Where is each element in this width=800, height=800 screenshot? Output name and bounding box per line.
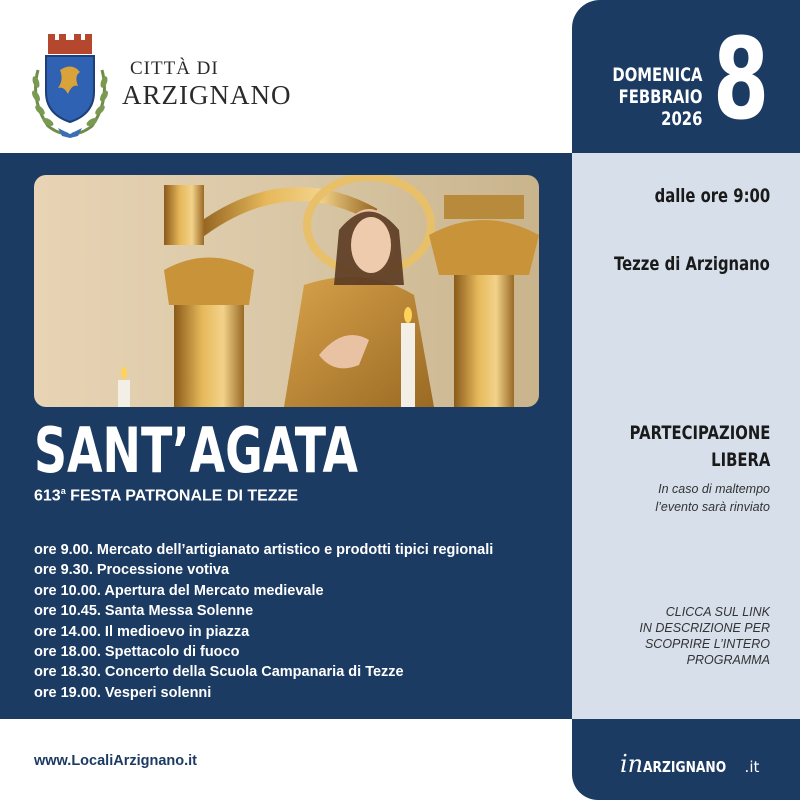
- city-name-small: CITTÀ DI: [130, 58, 219, 79]
- program-item: ore 14.00. Il medioevo in piazza: [34, 623, 250, 640]
- weather-note: [655, 480, 770, 516]
- date-words: [612, 64, 702, 130]
- brand-logo: [620, 750, 759, 778]
- link-note-line2: IN DESCRIZIONE PER: [639, 621, 770, 635]
- link-note-line3: SCOPRIRE L’INTERO: [644, 637, 770, 651]
- event-time: dalle ore 9:00: [654, 185, 770, 207]
- program-list: [34, 540, 493, 703]
- saint-statue-image: [34, 175, 539, 407]
- event-subtitle: [34, 486, 298, 505]
- subtitle-number: 613: [34, 487, 61, 505]
- program-item: ore 19.00. Vesperi solenni: [34, 684, 212, 701]
- weather-note-line1: In caso di maltempo: [658, 482, 770, 496]
- program-item: ore 18.00. Spettacolo di fuoco: [34, 644, 240, 661]
- program-item: ore 10.45. Santa Messa Solenne: [34, 603, 254, 620]
- participation-line2: LIBERA: [710, 449, 770, 471]
- date-year: 2026: [660, 108, 702, 130]
- link-note: [639, 604, 770, 668]
- brand-tld: .it: [744, 758, 760, 776]
- link-note-line4: PROGRAMMA: [686, 653, 770, 667]
- link-note-line1: CLICCA SUL LINK: [665, 605, 770, 619]
- brand-in: in: [620, 750, 644, 778]
- program-item: ore 10.00. Apertura del Mercato medievale: [34, 582, 324, 599]
- subtitle-ordinal: a: [60, 486, 66, 496]
- program-item: ore 9.30. Processione votiva: [34, 562, 230, 579]
- program-item: ore 18.30. Concerto della Scuola Campanaria di Tezze: [34, 664, 404, 681]
- participation-label: [629, 420, 770, 474]
- coat-of-arms-icon: [28, 30, 112, 138]
- event-title: SANT’AGATA: [34, 414, 359, 487]
- brand-name: ARZIGNANO: [643, 758, 727, 776]
- event-place: Tezze di Arzignano: [614, 253, 770, 275]
- date-day-number: 8: [713, 15, 770, 145]
- weather-note-line2: l’evento sarà rinviato: [655, 500, 770, 514]
- date-weekday: DOMENICA: [611, 64, 702, 86]
- date-month: FEBBRAIO: [618, 86, 702, 108]
- website-link[interactable]: www.LocaliArzignano.it: [34, 753, 197, 769]
- subtitle-text: FESTA PATRONALE DI TEZZE: [65, 487, 299, 505]
- city-name: ARZIGNANO: [122, 80, 292, 110]
- program-item: ore 9.00. Mercato dell’artigianato artistico e prodotti tipici regionali: [34, 542, 494, 558]
- participation-line1: PARTECIPAZIONE: [629, 422, 770, 444]
